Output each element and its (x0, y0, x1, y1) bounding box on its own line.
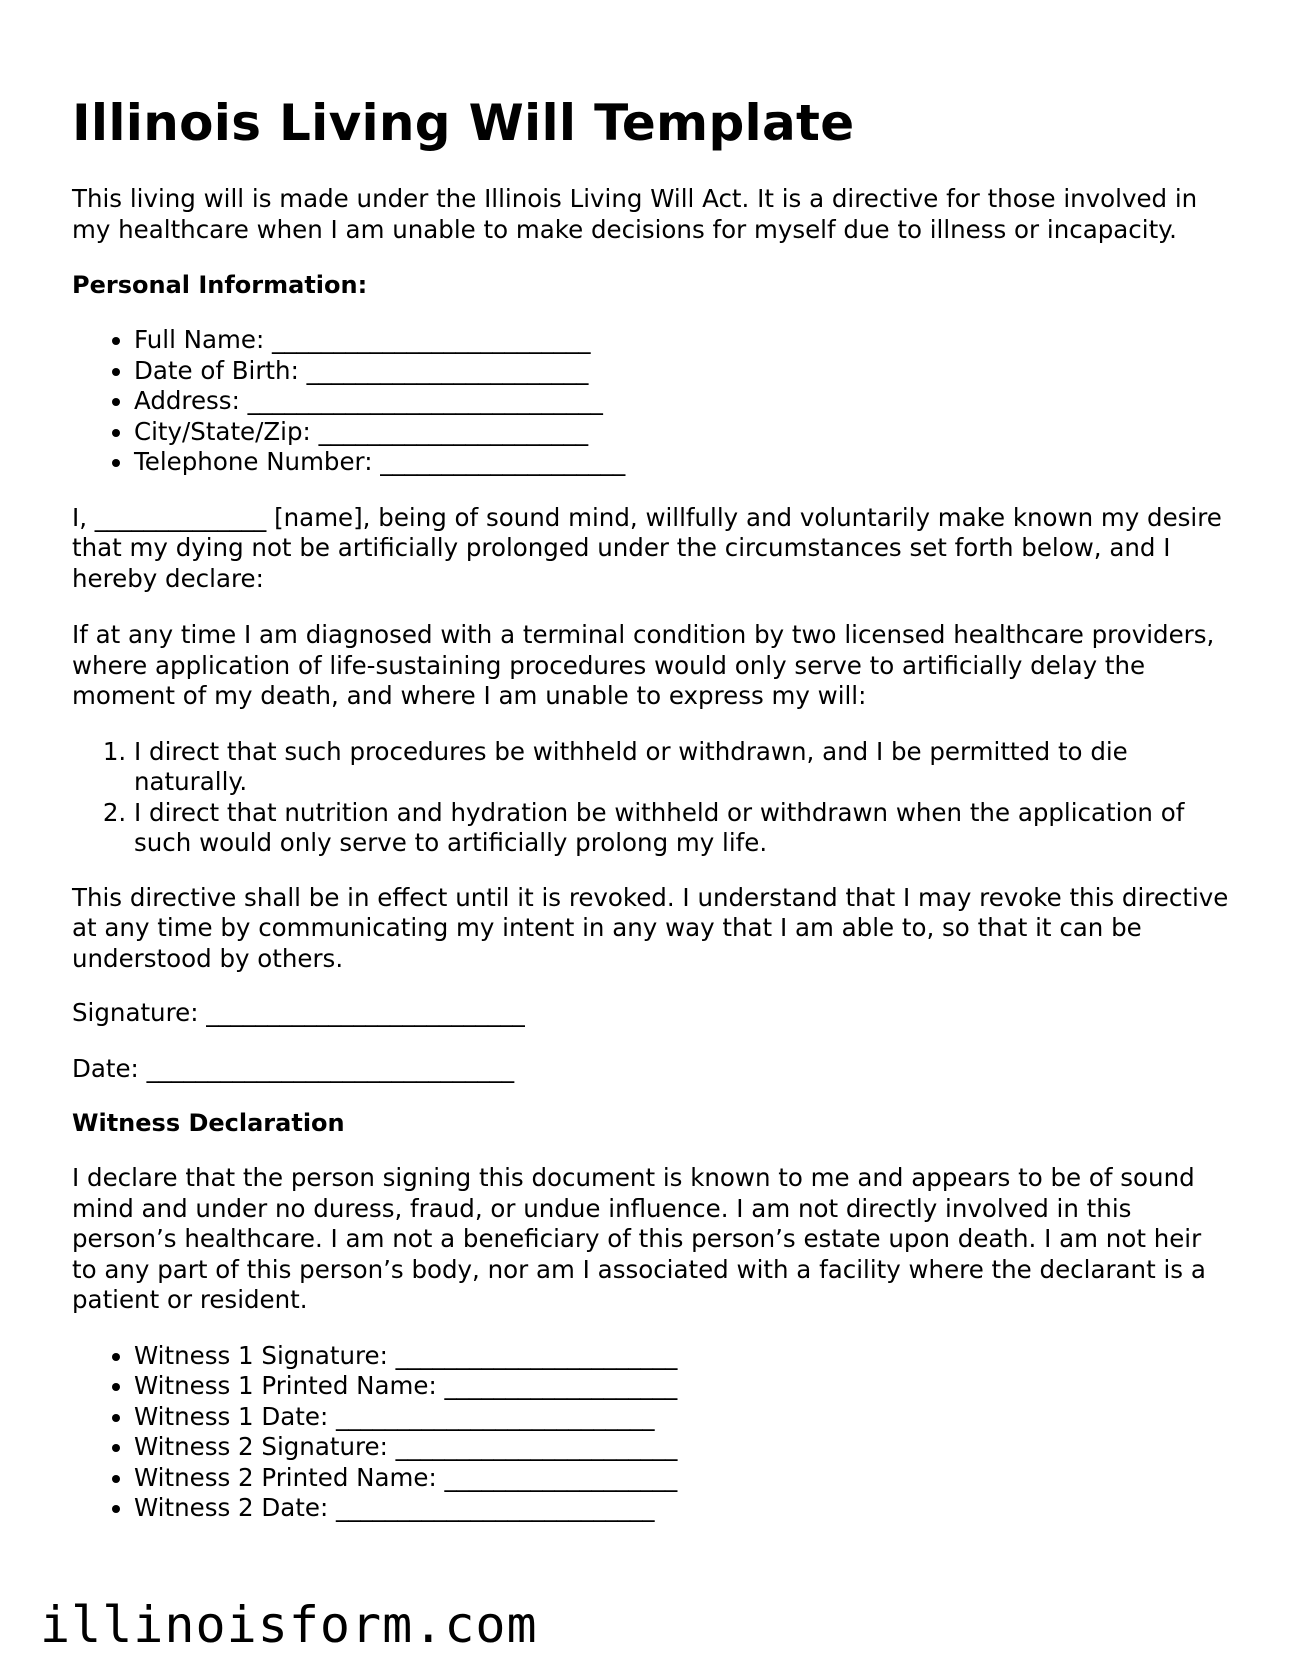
witness-1-date: • Witness 1 Date: __________________________ (134, 1402, 1232, 1433)
witness-1-signature: • Witness 1 Signature: _______________________ (134, 1341, 1232, 1372)
field-date-of-birth: • Date of Birth: _______________________ (134, 356, 1232, 387)
directives-list (72, 737, 1232, 859)
date-line: Date: ______________________________ (72, 1053, 515, 1083)
personal-info-list (72, 325, 1232, 478)
signature-line: Signature: __________________________ (72, 998, 525, 1027)
personal-info-heading: Personal Information: (72, 271, 368, 299)
field-address: • Address: _____________________________ (134, 386, 1232, 417)
witness-paragraph: I declare that the person signing this document is known to me and appears to be of sound mind and under no duress, fraud, or undue influence. I am not directly involved in this person’s healthcare. I am not a beneficiary of this person’s estate upon death. I am not heir to any part of this person’s body, nor am I associated with a facility where the declarant is a patient or resident. (72, 1163, 1206, 1314)
field-telephone: • Telephone Number: ____________________ (134, 447, 1232, 478)
witness-heading: Witness Declaration (72, 1109, 345, 1137)
witness-2-printed-name: • Witness 2 Printed Name: ___________________ (134, 1463, 1232, 1494)
document-page (72, 0, 1232, 1524)
directive-item: 2. I direct that nutrition and hydration be withheld or withdrawn when the application of such would only serve to artificially prolong my life. (134, 798, 1232, 859)
witness-2-signature: • Witness 2 Signature: _______________________ (134, 1432, 1232, 1463)
witness-list (72, 1341, 1232, 1524)
directive-item: 1. I direct that such procedures be withheld or withdrawn, and I be permitted to die naturally. (134, 737, 1232, 798)
witness-1-printed-name: • Witness 1 Printed Name: ___________________ (134, 1371, 1232, 1402)
field-full-name: • Full Name: __________________________ (134, 325, 1232, 356)
footer-watermark: illinoisform.com (40, 1596, 538, 1654)
declaration-paragraph: I, ______________ [name], being of sound mind, willfully and voluntarily make known my desire that my dying not be artificially prolonged under the circumstances set forth below, and I hereby declare: (72, 502, 1222, 593)
page-title: Illinois Living Will Template (72, 94, 855, 152)
condition-paragraph: If at any time I am diagnosed with a terminal condition by two licensed healthcare providers, where application of life-sustaining procedures would only serve to artificially delay the moment of my death, and where I am unable to express my will: (72, 620, 1215, 710)
field-city-state-zip: • City/State/Zip: ______________________ (134, 417, 1232, 448)
witness-2-date: • Witness 2 Date: __________________________ (134, 1493, 1232, 1524)
effect-paragraph: This directive shall be in effect until it is revoked. I understand that I may revoke this directive at any time by communicating my intent in any way that I am able to, so that it can be understood by others. (72, 882, 1229, 973)
intro-paragraph: This living will is made under the Illinois Living Will Act. It is a directive for those involved in my healthcare when I am unable to make decisions for myself due to illness or incapacity. (72, 184, 1198, 244)
